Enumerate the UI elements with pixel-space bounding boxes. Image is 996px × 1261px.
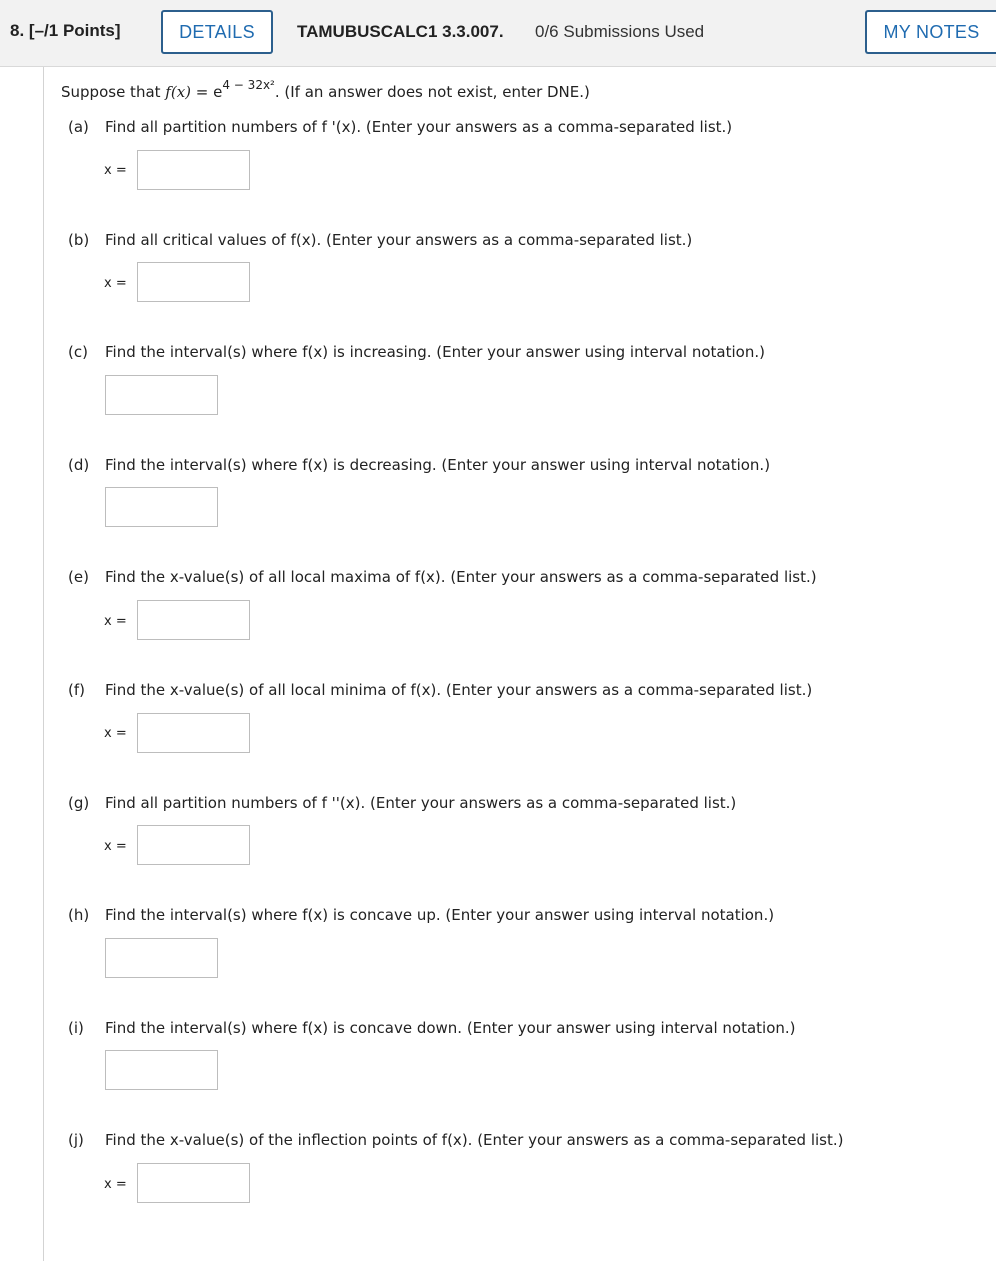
- my-notes-button[interactable]: MY NOTES: [865, 10, 996, 54]
- part-f-answer-input[interactable]: [137, 713, 250, 753]
- part-i-answer-input[interactable]: [105, 1050, 218, 1090]
- details-button[interactable]: DETAILS: [161, 10, 273, 54]
- part-j-prompt: (j) Find the x-value(s) of the inflection points of f(x). (Enter your answers as a comma-separated list.): [68, 1131, 844, 1149]
- question-id: TAMUBUSCALC1 3.3.007.: [297, 22, 504, 41]
- part-h-prompt: (h) Find the interval(s) where f(x) is concave up. (Enter your answer using interval notation.): [68, 906, 775, 924]
- left-divider: [43, 67, 44, 1261]
- part-e-prompt: (e) Find the x-value(s) of all local maxima of f(x). (Enter your answers as a comma-separated list.): [68, 568, 817, 586]
- x-equals-label: x =: [104, 614, 127, 629]
- x-equals-label: x =: [104, 726, 127, 741]
- part-d-prompt: (d) Find the interval(s) where f(x) is decreasing. (Enter your answer using interval notation.): [68, 456, 771, 474]
- part-b-answer-input[interactable]: [137, 262, 250, 302]
- question-header: [0, 0, 996, 67]
- part-h-answer-input[interactable]: [105, 938, 218, 978]
- x-equals-label: x =: [104, 163, 127, 178]
- part-a-prompt: (a) Find all partition numbers of f '(x). (Enter your answers as a comma-separated list.): [68, 118, 733, 136]
- part-g-answer-input[interactable]: [137, 825, 250, 865]
- submissions-used: 0/6 Submissions Used: [535, 22, 705, 41]
- x-equals-label: x =: [104, 839, 127, 854]
- part-d-answer-input[interactable]: [105, 487, 218, 527]
- question-stem: Suppose that $f(x) = e^{4 - 32x^2}$. (If an answer does not exist, enter DNE.): [61, 78, 590, 101]
- question-number-points: 8. [–/1 Points]: [10, 21, 121, 40]
- x-equals-label: x =: [104, 276, 127, 291]
- part-a-answer-input[interactable]: [137, 150, 250, 190]
- part-c-answer-input[interactable]: [105, 375, 218, 415]
- part-e-answer-input[interactable]: [137, 600, 250, 640]
- part-c-prompt: (c) Find the interval(s) where f(x) is increasing. (Enter your answer using interval notation.): [68, 343, 765, 361]
- part-j-answer-input[interactable]: [137, 1163, 250, 1203]
- part-i-prompt: (i) Find the interval(s) where f(x) is concave down. (Enter your answer using interval notation.): [68, 1019, 796, 1037]
- part-b-prompt: (b) Find all critical values of f(x). (Enter your answers as a comma-separated list.): [68, 231, 693, 249]
- x-equals-label: x =: [104, 1177, 127, 1192]
- part-f-prompt: (f) Find the x-value(s) of all local minima of f(x). (Enter your answers as a comma-separated list.): [68, 681, 813, 699]
- part-g-prompt: (g) Find all partition numbers of f ''(x). (Enter your answers as a comma-separated list.): [68, 794, 737, 812]
